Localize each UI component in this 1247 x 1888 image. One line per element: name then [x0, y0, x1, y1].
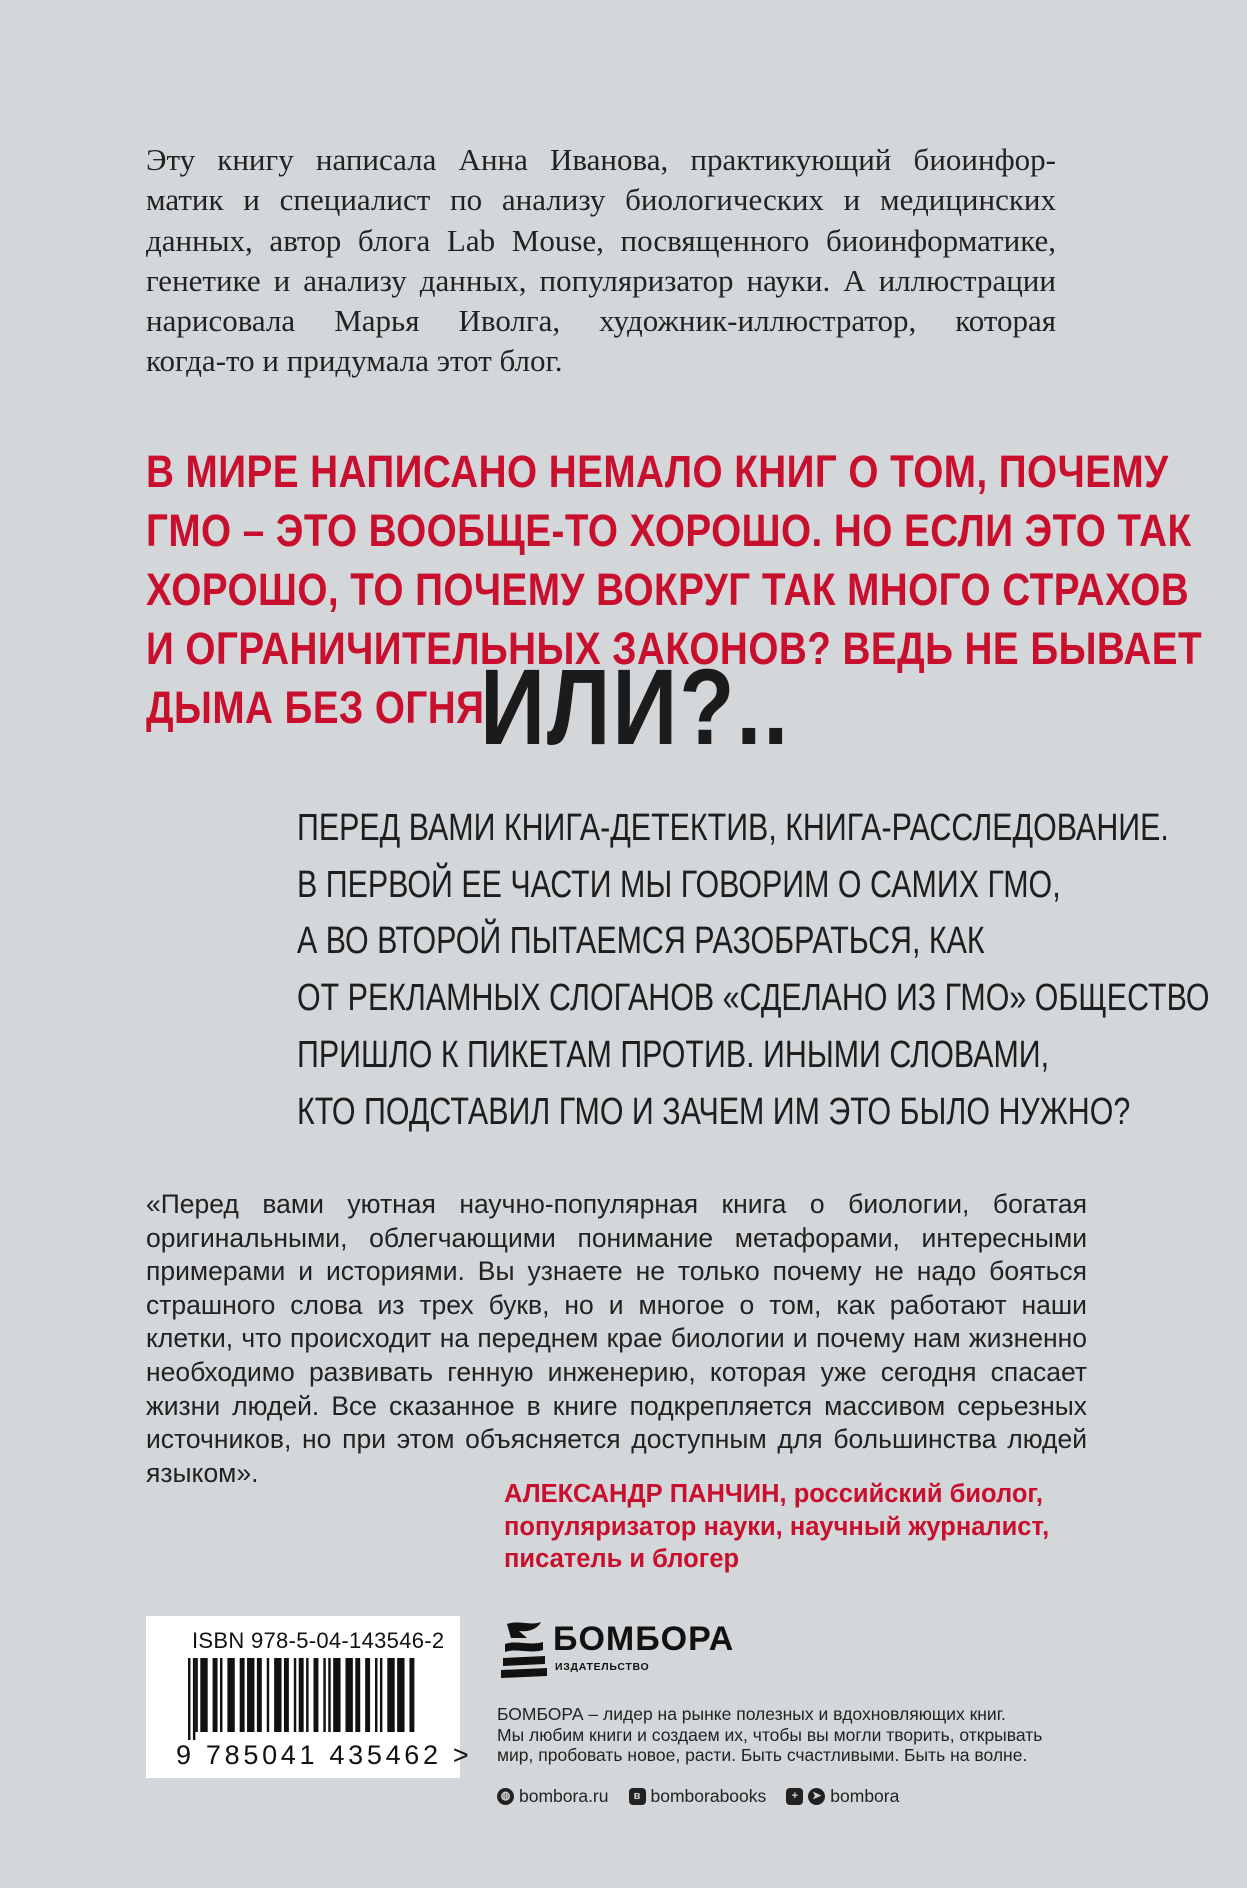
quote-line: клетки, что происходит на переднем крае биологии и почему нам жизненно	[146, 1323, 1087, 1354]
intro-line: данных, автор блога Lab Mouse, посвященного биоинформатике,	[146, 222, 1056, 258]
quote-line: страшного слова из трех букв, но и многое о том, как работают наши	[146, 1289, 1087, 1320]
barcode-bar	[409, 1658, 414, 1732]
isbn-label: ISBN 978-5-04-143546-2	[192, 1628, 445, 1653]
publisher-subtitle: ИЗДАТЕЛЬСТВО	[555, 1661, 650, 1673]
detective-line: В ПЕРВОЙ ЕЕ ЧАСТИ МЫ ГОВОРИМ О САМИХ ГМО,	[297, 863, 1061, 906]
barcode-bar	[294, 1658, 296, 1732]
barcode-bar	[195, 1658, 197, 1732]
headline-line: И ОГРАНИЧИТЕЛЬНЫХ ЗАКОНОВ? ВЕДЬ НЕ БЫВАЕТ	[146, 623, 1203, 674]
barcode-bar	[240, 1658, 245, 1732]
barcode-bar	[333, 1658, 340, 1732]
barcode-digits: 9 785041 435462 >	[176, 1740, 473, 1770]
barcode-bars	[188, 1658, 420, 1740]
quote-line: источников, но при этом объясняется доступным для большинства людей	[146, 1424, 1087, 1455]
quote-line: жизни людей. Все сказанное в книге подкрепляется массивом серьезных	[146, 1390, 1087, 1421]
intro-line: Эту книгу написала Анна Иванова, практикующий биоинфор-	[146, 142, 1056, 177]
barcode-bar	[328, 1658, 330, 1732]
social-link-website[interactable]	[497, 1786, 609, 1807]
barcode-panel	[146, 1616, 473, 1778]
barcode-bar	[267, 1658, 269, 1732]
barcode-bar	[257, 1658, 262, 1732]
barcode-bar	[284, 1658, 289, 1732]
detective-line: ПЕРЕД ВАМИ КНИГА-ДЕТЕКТИВ, КНИГА-РАССЛЕДОВАНИЕ.	[297, 807, 1169, 849]
publisher-description	[497, 1704, 1057, 1766]
headline-line: ХОРОШО, ТО ПОЧЕМУ ВОКРУГ ТАК МНОГО СТРАХОВ	[146, 564, 1190, 615]
barcode-bar	[323, 1658, 325, 1732]
barcode-bar	[220, 1658, 222, 1732]
headline-line: ГМО – ЭТО ВООБЩЕ-ТО ХОРОШО. НО ЕСЛИ ЭТО ТАК	[146, 505, 1192, 556]
detective-line: ПРИШЛО К ПИКЕТАМ ПРОТИВ. ИНЫМИ СЛОВАМИ,	[297, 1033, 1050, 1076]
social-link-vk[interactable]	[629, 1786, 767, 1807]
barcode-bar	[193, 1658, 195, 1740]
intro-line: генетике и анализу данных, популяризатор науки. А иллюстрации	[146, 262, 1056, 298]
barcode-bar	[200, 1658, 207, 1732]
intro-line: матик и специалист по анализу биологических и медицинских	[146, 182, 1056, 218]
detective-paragraph	[297, 800, 1210, 1140]
barcode-bar	[299, 1658, 304, 1732]
quote-line: необходимо развивать генную инженерию, которая уже сегодня спасает	[146, 1356, 1087, 1387]
social-link-label: bomborabooks	[650, 1786, 767, 1806]
barcode-bar	[313, 1658, 318, 1732]
barcode-bar	[355, 1658, 360, 1732]
intro-paragraph	[146, 140, 1056, 382]
square-social-icon: +	[786, 1788, 803, 1805]
review-quote	[146, 1188, 1087, 1490]
social-link-bombora[interactable]	[786, 1786, 899, 1807]
barcode-bar	[188, 1658, 190, 1740]
headline-line: В МИРЕ НАПИСАНО НЕМАЛО КНИГ О ТОМ, ПОЧЕМУ	[146, 446, 1169, 497]
publisher-description-line: мир, пробовать новое, расти. Быть счастливыми. Быть на волне.	[497, 1745, 1028, 1765]
detective-line: А ВО ВТОРОЙ ПЫТАЕМСЯ РАЗОБРАТЬСЯ, КАК	[297, 920, 985, 963]
detective-line: ОТ РЕКЛАМНЫХ СЛОГАНОВ «СДЕЛАНО ИЗ ГМО» ОБЩЕСТВО	[297, 977, 1210, 1020]
barcode-bar	[365, 1658, 370, 1732]
publisher-description-line: БОМБОРА – лидер на рынке полезных и вдохновляющих книг.	[497, 1704, 1006, 1724]
social-link-label: bombora	[830, 1786, 900, 1806]
barcode-bar	[380, 1658, 382, 1732]
attribution-line: популяризатор науки, научный журналист,	[504, 1512, 1050, 1541]
intro-line: когда-то и придумала этот блог.	[146, 343, 563, 379]
quote-attribution	[504, 1478, 1049, 1576]
barcode-bar	[274, 1658, 281, 1732]
barcode-bar	[227, 1658, 234, 1732]
social-links	[497, 1786, 919, 1807]
intro-line: нарисовала Марья Иволга, художник-иллюстратор, которая	[146, 303, 1056, 339]
headline-punchline: ИЛИ?..	[480, 646, 790, 767]
publisher-description-line: Мы любим книги и создаем их, чтобы вы могли творить, открывать	[497, 1724, 1043, 1745]
globe-icon: ◍	[497, 1788, 514, 1805]
publisher-name: БОМБОРА	[553, 1620, 735, 1658]
headline-line: ДЫМА БЕЗ ОГНЯ.	[146, 682, 496, 733]
quote-line: оригинальными, облегчающими понимание метафорами, интересными	[146, 1222, 1087, 1253]
bombora-logo-icon	[497, 1618, 557, 1682]
barcode-bar	[345, 1658, 352, 1732]
barcode-bar	[306, 1658, 308, 1732]
social-link-label: bombora.ru	[519, 1786, 609, 1806]
barcode-bar	[375, 1658, 377, 1732]
barcode-bar	[397, 1658, 404, 1732]
vk-icon: в	[629, 1788, 646, 1805]
telegram-icon: ➤	[808, 1788, 825, 1805]
barcode-bar	[247, 1658, 254, 1732]
detective-line: КТО ПОДСТАВИЛ ГМО И ЗАЧЕМ ИМ ЭТО БЫЛО НУЖНО?	[297, 1090, 1131, 1133]
attribution-line: АЛЕКСАНДР ПАНЧИН, российский биолог,	[504, 1480, 1043, 1508]
quote-line: примерами и историями. Вы узнаете не только почему не надо бояться	[146, 1256, 1087, 1287]
quote-line: языком».	[146, 1457, 259, 1488]
quote-line: «Перед вами уютная научно-популярная книга о биологии, богатая	[146, 1189, 1087, 1219]
barcode-bar	[387, 1658, 394, 1732]
attribution-line: писатель и блогер	[504, 1545, 740, 1574]
barcode-bar	[213, 1658, 218, 1732]
